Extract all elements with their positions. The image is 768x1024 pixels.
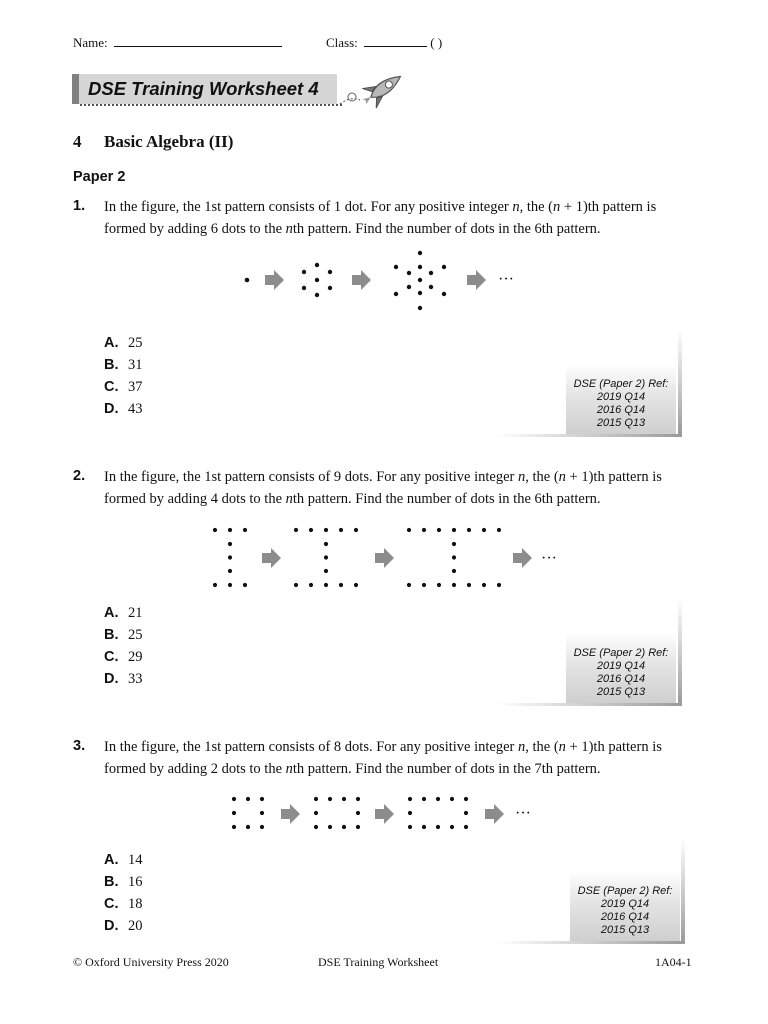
dse-reference-box: DSE (Paper 2) Ref: 2019 Q14 2016 Q14 2015 Q13 [566, 364, 676, 434]
banner-dotted-line [80, 104, 342, 106]
pattern-dot [260, 825, 264, 829]
pattern-dot [339, 583, 343, 587]
ref-frame-horizontal [498, 941, 685, 944]
pattern-dot [464, 797, 468, 801]
pattern-dot [356, 811, 360, 815]
pattern-3 [394, 251, 446, 310]
pattern-dot [452, 583, 456, 587]
pattern-dot [356, 797, 360, 801]
pattern-dot [228, 555, 232, 559]
dse-reference-box: DSE (Paper 2) Ref: 2019 Q14 2016 Q14 2015 Q13 [566, 633, 676, 703]
pattern-dot [232, 811, 236, 815]
pattern-dot [408, 797, 412, 801]
pattern-dot [482, 583, 486, 587]
pattern-dot [232, 797, 236, 801]
pattern-dot [232, 825, 236, 829]
pattern-dot [294, 528, 298, 532]
class-blank[interactable] [364, 35, 427, 47]
pattern-dot [328, 797, 332, 801]
pattern-dot [260, 811, 264, 815]
pattern-dot [213, 583, 217, 587]
pattern-dot [408, 825, 412, 829]
pattern-dot [324, 569, 328, 573]
pattern-dot [324, 555, 328, 559]
pattern-dot [497, 528, 501, 532]
pattern-dot [437, 583, 441, 587]
ref-frame-vertical [681, 838, 685, 944]
pattern-dot [422, 797, 426, 801]
option-c[interactable]: C. 29 [104, 649, 143, 665]
ref-frame-vertical [678, 598, 682, 706]
footer-title: DSE Training Worksheet [318, 955, 439, 969]
ellipsis: ··· [541, 550, 557, 567]
ref-frame-horizontal [496, 703, 682, 706]
pattern-dot [464, 825, 468, 829]
pattern-dot [408, 811, 412, 815]
pattern-dot [356, 825, 360, 829]
arrow-icon [262, 548, 281, 568]
pattern-dot [437, 528, 441, 532]
pattern-dot [452, 528, 456, 532]
pattern-dot [228, 542, 232, 546]
option-c[interactable]: C. 18 [104, 896, 143, 912]
ref-frame-horizontal [496, 434, 682, 437]
pattern-dot [452, 542, 456, 546]
question-text: In the figure, the 1st pattern consists of 1 dot. For any positive integer n, the (n + 1)th pattern is formed by adding 6 dots to the nth pattern. Find the number of dots in the 6th pattern. [104, 199, 657, 237]
chapter-title: Basic Algebra (II) [104, 132, 234, 151]
option-c[interactable]: C. 37 [104, 379, 143, 395]
name-blank[interactable] [114, 35, 282, 47]
option-b[interactable]: B. 25 [104, 627, 143, 643]
pattern-dot [314, 811, 318, 815]
option-d[interactable]: D. 43 [104, 401, 143, 417]
pattern-dot [452, 569, 456, 573]
pattern-dot [339, 528, 343, 532]
pattern-dot [324, 583, 328, 587]
option-b[interactable]: B. 31 [104, 357, 143, 373]
question-text: In the figure, the 1st pattern consists of 8 dots. For any positive integer n, the (n + 1)th pattern is formed by adding 2 dots to the nth pattern. Find the number of dots in the 7th pattern. [104, 739, 662, 777]
pattern-dot [246, 825, 250, 829]
arrow-icon [375, 548, 394, 568]
pattern-dot [464, 811, 468, 815]
class-label: Class: [326, 35, 358, 50]
pattern-dot [228, 528, 232, 532]
arrow-icon [513, 548, 532, 568]
pattern-dot [245, 278, 250, 283]
name-field [73, 35, 282, 51]
pattern-dot [309, 583, 313, 587]
pattern-dot [243, 583, 247, 587]
pattern-dot [328, 825, 332, 829]
arrow-icon [352, 270, 371, 290]
pattern-dot [436, 797, 440, 801]
pattern-dot [422, 528, 426, 532]
pattern-dot [213, 528, 217, 532]
pattern-dot [467, 528, 471, 532]
option-a[interactable]: A. 14 [104, 852, 143, 868]
pattern-dot [228, 569, 232, 573]
question-text: In the figure, the 1st pattern consists of 9 dots. For any positive integer n, the (n + 1)th pattern is formed by adding 4 dots to the nth pattern. Find the number of dots in the 6th pattern. [104, 469, 662, 507]
question-number: 3. [73, 738, 86, 754]
question-number: 2. [73, 468, 86, 484]
dot-pattern-figure-2 [205, 522, 565, 592]
pattern-dot [436, 825, 440, 829]
option-d[interactable]: D. 20 [104, 918, 143, 934]
rocket-icon [336, 66, 412, 110]
pattern-2 [302, 263, 332, 297]
pattern-dot [228, 583, 232, 587]
pattern-dot [354, 583, 358, 587]
option-d[interactable]: D. 33 [104, 671, 143, 687]
ellipsis: ··· [515, 805, 531, 822]
option-b[interactable]: B. 16 [104, 874, 143, 890]
arrow-icon [265, 270, 284, 290]
pattern-dot [422, 583, 426, 587]
pattern-dot [246, 797, 250, 801]
footer-copyright: © Oxford University Press 2020 [73, 955, 229, 969]
pattern-dot [450, 825, 454, 829]
pattern-dot [342, 797, 346, 801]
worksheet-title: DSE Training Worksheet 4 [88, 78, 319, 99]
pattern-dot [497, 583, 501, 587]
dot-pattern-figure-1 [230, 248, 530, 318]
paper-label: Paper 2 [73, 169, 126, 185]
option-a[interactable]: A. 25 [104, 335, 143, 351]
pattern-dot [467, 583, 471, 587]
arrow-icon [281, 804, 300, 824]
class-field [326, 35, 442, 51]
pattern-dot [482, 528, 486, 532]
pattern-dot [422, 825, 426, 829]
arrow-icon [485, 804, 504, 824]
name-label: Name: [73, 35, 108, 50]
class-number-paren: ( ) [430, 35, 443, 50]
pattern-dot [354, 528, 358, 532]
pattern-dot [314, 825, 318, 829]
arrow-icon [375, 804, 394, 824]
dse-reference-box: DSE (Paper 2) Ref: 2019 Q14 2016 Q14 2015 Q13 [570, 871, 680, 941]
pattern-dot [260, 797, 264, 801]
ellipsis: ··· [498, 271, 514, 288]
pattern-dot [342, 825, 346, 829]
pattern-dot [294, 583, 298, 587]
pattern-dot [309, 528, 313, 532]
ref-frame-vertical [678, 330, 682, 436]
pattern-dot [314, 797, 318, 801]
arrow-icon [467, 270, 486, 290]
footer-page-code: 1A04-1 [655, 955, 692, 969]
pattern-dot [450, 797, 454, 801]
pattern-dot [324, 542, 328, 546]
pattern-dot [407, 583, 411, 587]
option-a[interactable]: A. 21 [104, 605, 143, 621]
pattern-dot [407, 528, 411, 532]
pattern-dot [243, 528, 247, 532]
pattern-dot [324, 528, 328, 532]
chapter-number: 4 [73, 132, 82, 151]
pattern-dot [452, 555, 456, 559]
question-number: 1. [73, 198, 86, 214]
dot-pattern-figure-3 [225, 792, 545, 836]
